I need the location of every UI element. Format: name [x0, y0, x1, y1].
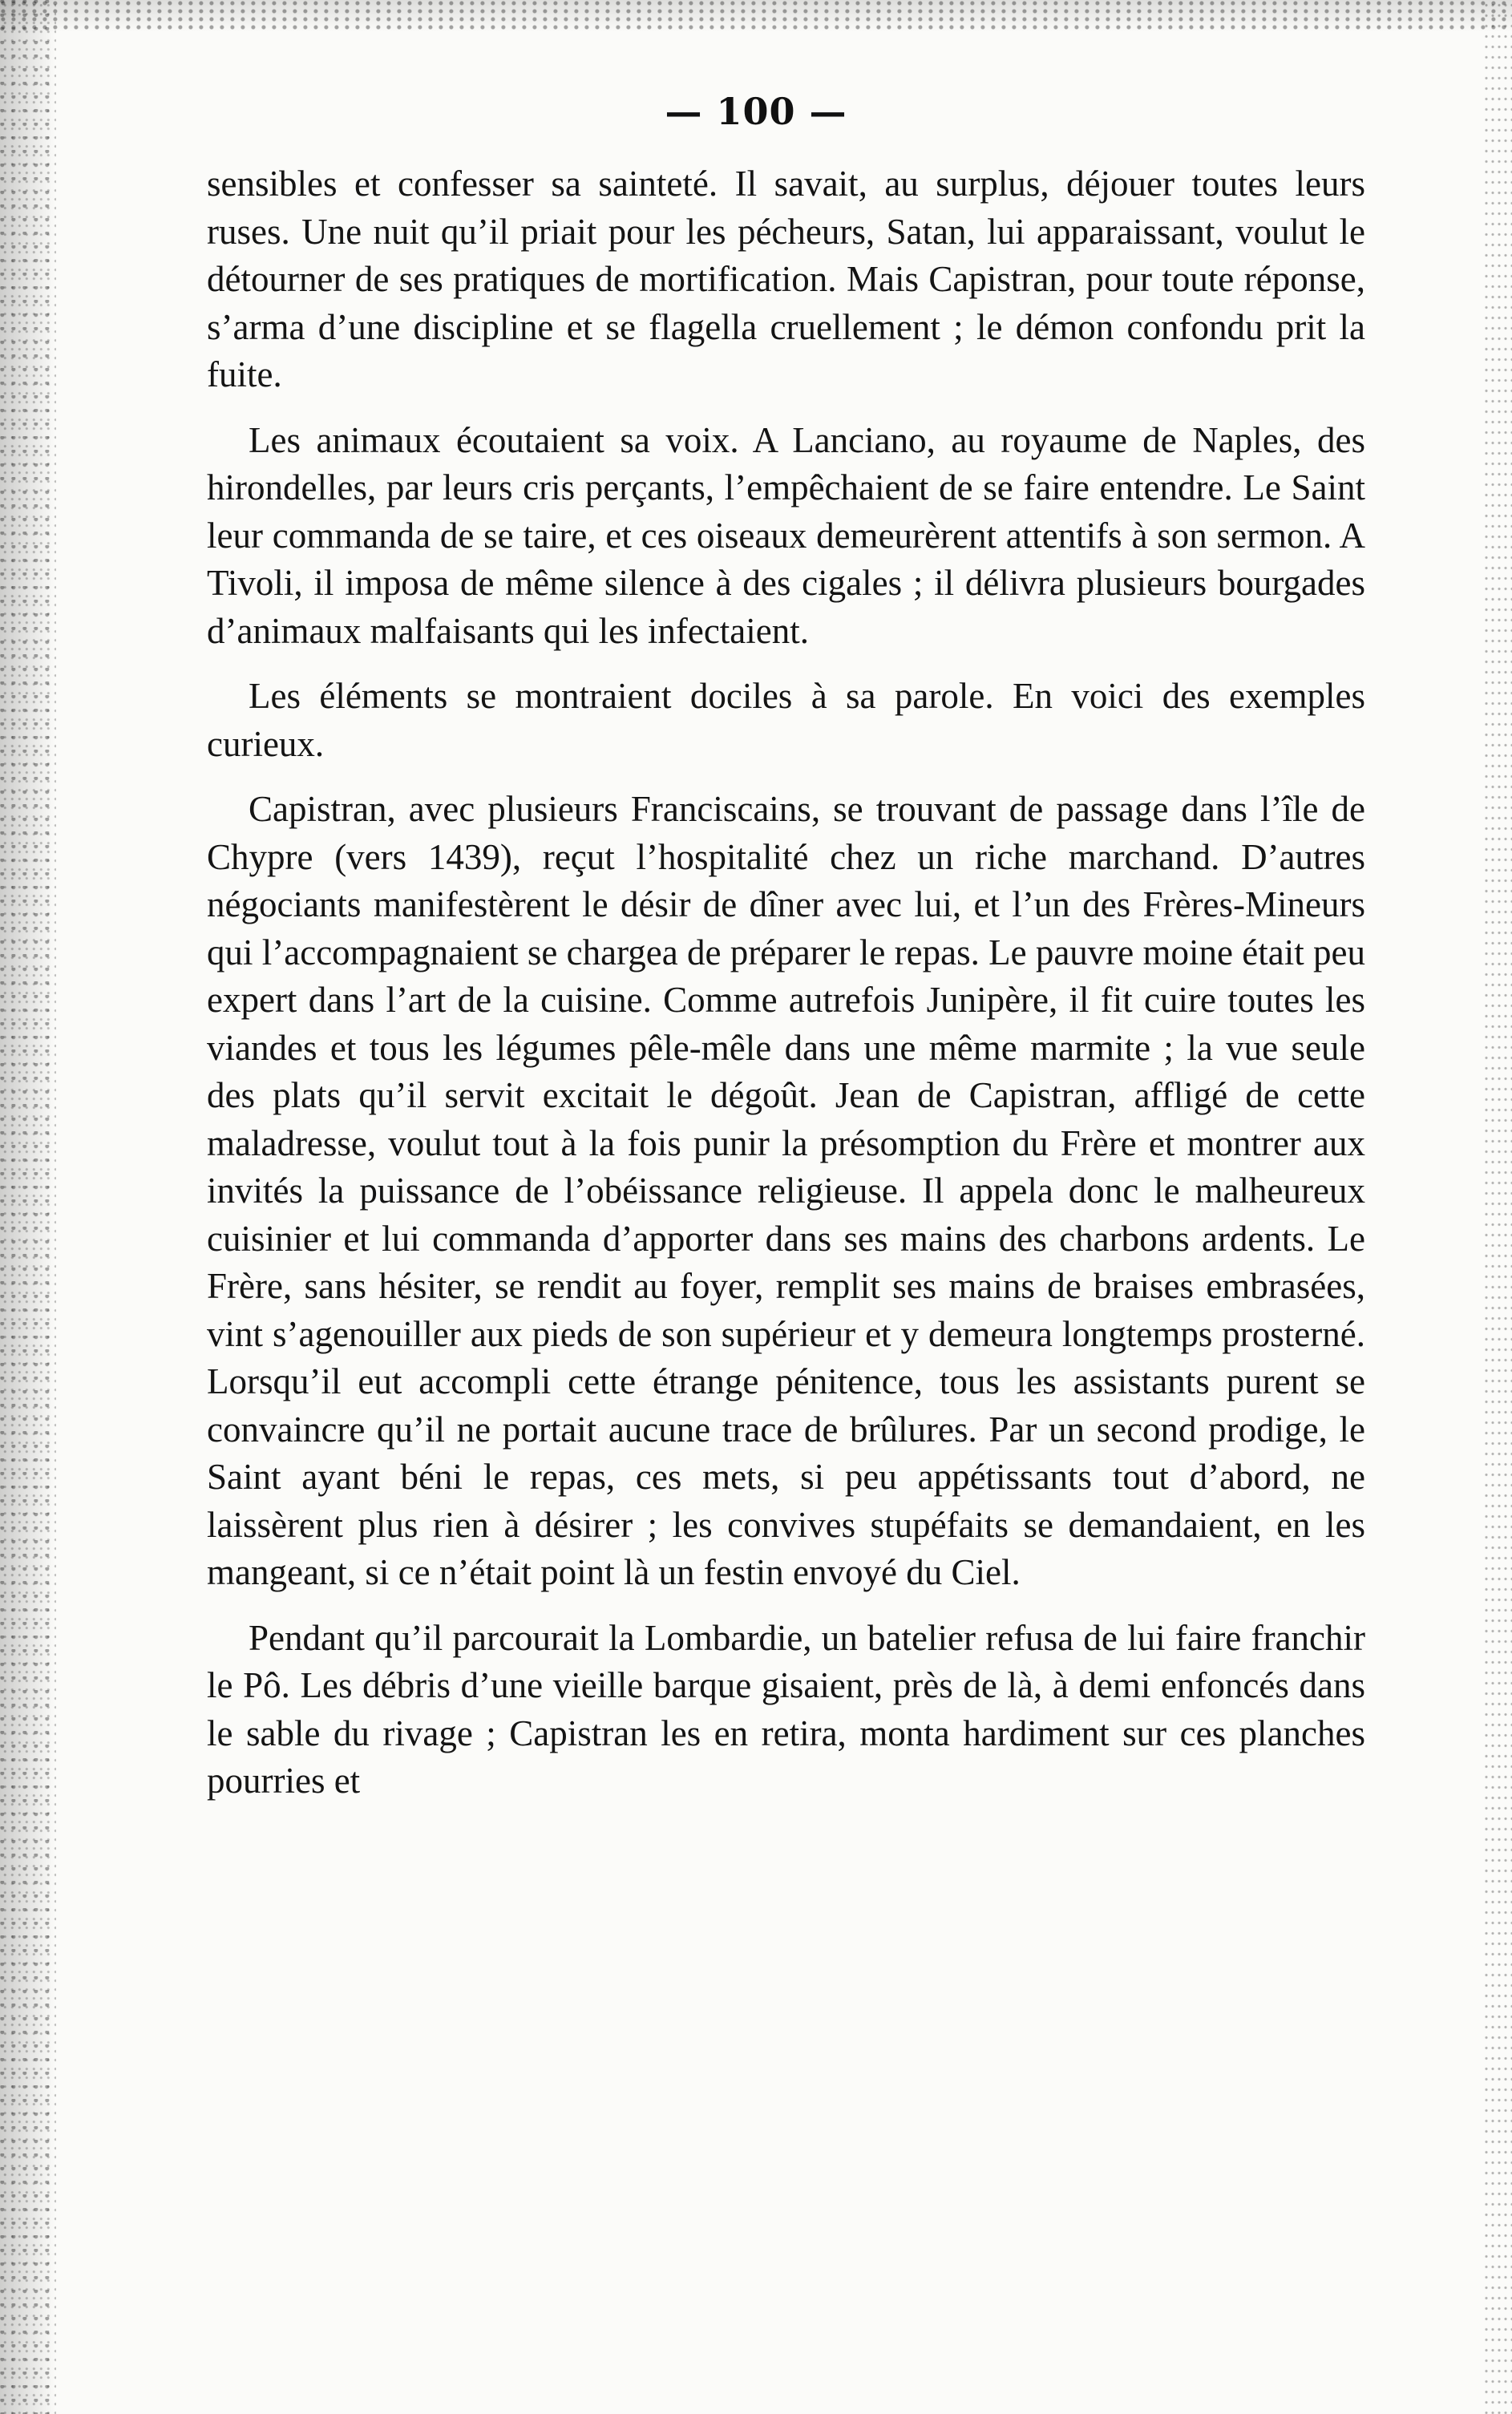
scan-edge-left: [0, 0, 56, 2414]
body-text: [207, 160, 1365, 1823]
paragraph-1: sensibles et confesser sa sainteté. Il savait, au surplus, déjouer toutes leurs ruses. Une nuit qu’il priait pour les pécheurs, Satan, lui apparaissant, voulut le détourner de ses pratiques de mortification. Mais Capistran, pour toute réponse, s’arma d’une discipline et se flagella cruellement ; le démon confondu prit la fuite.: [207, 164, 1365, 394]
scan-edge-right: [1483, 0, 1512, 2414]
paragraph-4: Capistran, avec plusieurs Franciscains, se trouvant de passage dans l’île de Chypre (vers 1439), reçut l’hospitalité chez un riche marchand. D’autres négociants manifestèrent le désir de dîner avec lui, et l’un des Frères-Mineurs qui l’accompagnaient se chargea de préparer le repas. Le pauvre moine était peu expert dans l’art de la cuisine. Comme autrefois Junipère, il fit cuire toutes les viandes et tous les légumes pêle-mêle dans une même marmite ; la vue seule des plats qu’il servit excitait le dégoût. Jean de Capistran, affligé de cette maladresse, voulut tout à la fois punir la présomption du Frère et montrer aux invités la puissance de l’obéissance religieuse. Il appela donc le malheureux cuisinier et lui commanda d’apporter dans ses mains des charbons ardents. Le Frère, sans hésiter, se rendit au foyer, remplit ses mains de braises embrasées, vint s’agenouiller aux pieds de son supérieur et y demeura longtemps prosterné. Lorsqu’il eut accompli cette étrange pénitence, tous les assistants purent se convaincre qu’il ne portait aucune trace de brûlures. Par un second prodige, le Saint ayant béni le repas, ces mets, si peu appétissants tout d’abord, ne laissèrent plus rien à désirer ; les convives stupéfaits se demandaient, en les mangeant, si ce n’était point là un festin envoyé du Ciel.: [207, 789, 1365, 1592]
paragraph-5: Pendant qu’il parcourait la Lombardie, un batelier refusa de lui faire franchir le Pô. Les débris d’une vieille barque gisaient, près de là, à demi enfoncés dans le sable du rivage ; Capistran les en retira, monta hardiment sur ces planches pourries et: [207, 1617, 1365, 1801]
paragraph-2: Les animaux écoutaient sa voix. A Lanciano, au royaume de Naples, des hirondelles, par leurs cris perçants, l’empêchaient de se faire entendre. Le Saint leur commanda de se taire, et ces oiseaux demeurèrent attentifs à son sermon. A Tivoli, il imposa de même silence à des cigales ; il délivra plusieurs bourgades d’animaux malfaisants qui les infectaient.: [207, 419, 1365, 651]
scan-edge-top: [0, 0, 1512, 32]
page-number-header: — 100 —: [665, 90, 847, 133]
paragraph-3: Les éléments se montraient dociles à sa parole. En voici des exemples curieux.: [207, 676, 1365, 764]
